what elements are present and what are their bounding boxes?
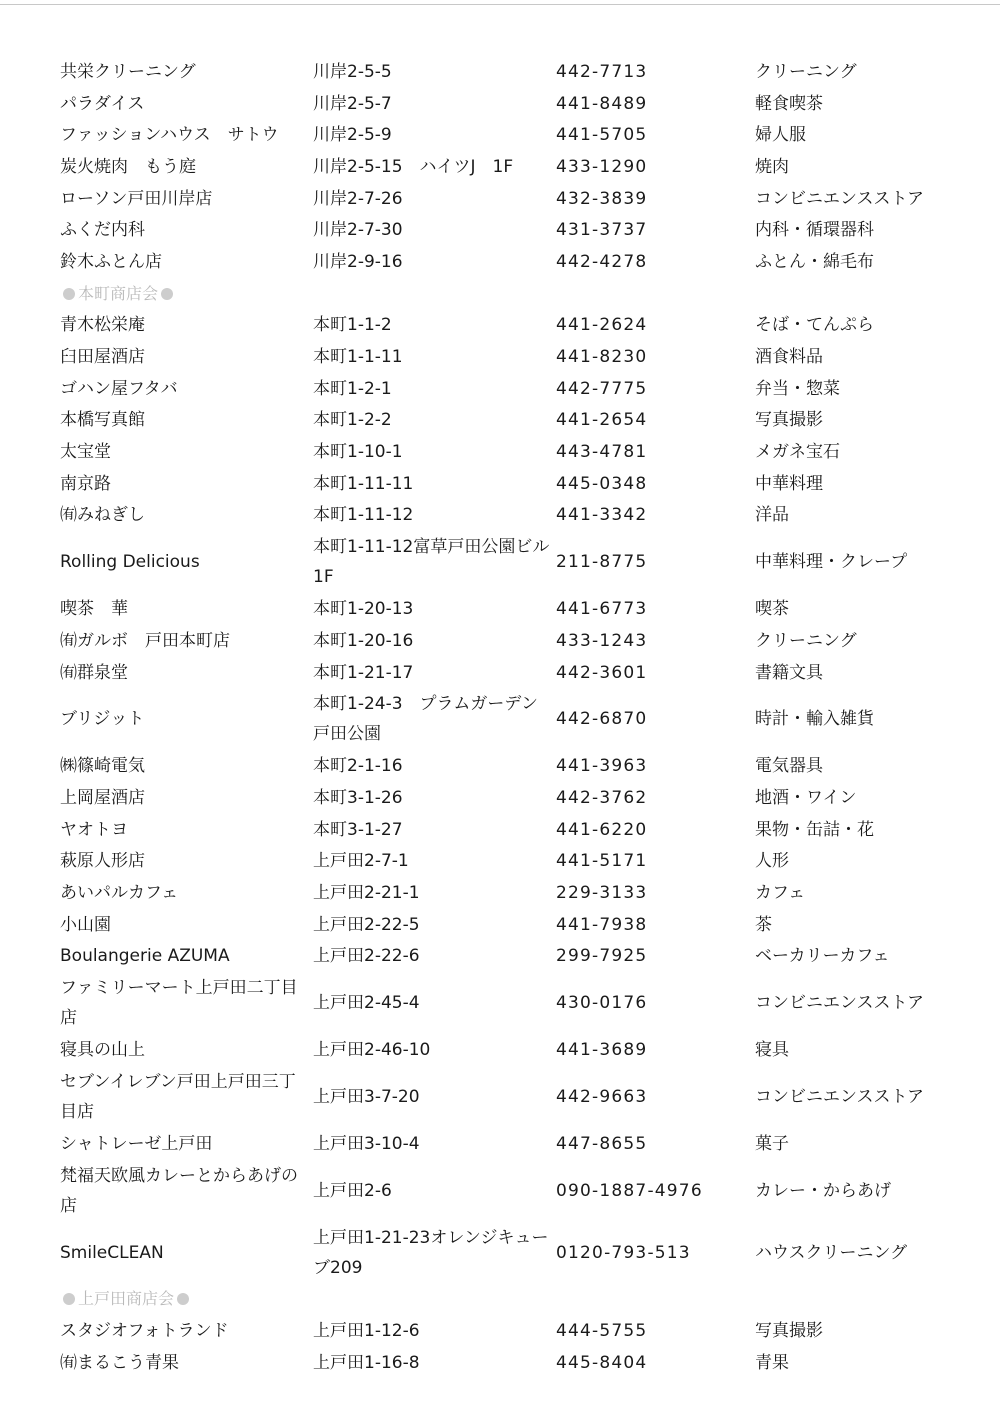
shop-name: ファミリーマート上戸田二丁目店: [60, 978, 298, 1029]
shop-name: ローソン戸田川岸店: [60, 188, 213, 209]
section-heading: [0, 278, 1000, 310]
shop-category: ベーカリーカフェ: [755, 946, 890, 967]
table-row: [0, 782, 1000, 814]
shop-address: 上戸田3-10-4: [313, 1133, 420, 1154]
table-row: [0, 88, 1000, 120]
table-row: [0, 151, 1000, 183]
shop-name: 寝具の山上: [60, 1040, 145, 1061]
shop-address: 本町1-2-2: [313, 410, 392, 431]
table-row: [0, 436, 1000, 468]
shop-name: 臼田屋酒店: [60, 347, 145, 368]
table-row: [0, 941, 1000, 973]
table-row: [0, 1347, 1000, 1379]
shop-address: 上戸田2-6: [313, 1180, 392, 1201]
table-row: [0, 246, 1000, 278]
shop-name: Rolling Delicious: [60, 552, 200, 573]
shop-name: 萩原人形店: [60, 851, 145, 872]
shop-phone: 433-1290: [556, 156, 648, 177]
shop-address: 本町1-20-16: [313, 630, 414, 651]
shop-name: 小山園: [60, 914, 111, 935]
shop-phone: 433-1243: [556, 630, 648, 651]
shop-address: 川岸2-5-7: [313, 93, 392, 114]
shop-address: 本町1-11-12: [313, 505, 414, 526]
table-row: [0, 657, 1000, 689]
shop-address: 上戸田1-21-23オレンジキューブ209: [313, 1227, 549, 1278]
shop-address: 本町3-1-27: [313, 819, 403, 840]
shop-name: 太宝堂: [60, 442, 111, 463]
shop-category: クリーニング: [755, 61, 857, 82]
shop-category: 電気器具: [755, 756, 823, 777]
shop-category: 喫茶: [755, 599, 789, 620]
shop-category: カレー・からあげ: [755, 1180, 891, 1201]
bullet-icon: [63, 1293, 75, 1305]
shop-phone: 441-3963: [556, 756, 648, 777]
shop-category: 人形: [755, 851, 789, 872]
shop-name: ㈲まるこう青果: [60, 1352, 179, 1373]
shop-address: 上戸田2-7-1: [313, 851, 409, 872]
shop-phone: 442-7775: [556, 378, 648, 399]
shop-phone: 442-3601: [556, 662, 648, 683]
shop-phone: 442-6870: [556, 709, 648, 730]
table-row: [0, 1034, 1000, 1066]
table-row: [0, 877, 1000, 909]
shop-address: 上戸田2-22-6: [313, 946, 420, 967]
shop-name: 鈴木ふとん店: [60, 251, 162, 272]
shop-category: ハウスクリーニング: [755, 1242, 908, 1263]
section-heading-text: 本町商店会: [78, 283, 159, 303]
top-rule: [0, 4, 1000, 5]
shop-name: ㈱篠崎電気: [60, 756, 145, 777]
shop-category: 菓子: [755, 1133, 789, 1154]
table-row: [0, 119, 1000, 151]
shop-phone: 441-3342: [556, 505, 648, 526]
shop-phone: 444-5755: [556, 1321, 648, 1342]
shop-address: 上戸田2-22-5: [313, 914, 420, 935]
shop-name: ふくだ内科: [60, 220, 145, 241]
table-row: [0, 1160, 1000, 1222]
shop-address: 本町1-1-2: [313, 315, 392, 336]
shop-category: 焼肉: [755, 156, 789, 177]
shop-name: ファッションハウス サトウ: [60, 125, 279, 146]
shop-phone: 441-7938: [556, 914, 648, 935]
shop-phone: 441-5705: [556, 125, 648, 146]
shop-address: 本町1-11-12富草戸田公園ビル1F: [313, 537, 550, 588]
shop-phone: 430-0176: [556, 993, 648, 1014]
shop-address: 上戸田1-12-6: [313, 1321, 420, 1342]
shop-name: あいパルカフェ: [60, 882, 179, 903]
shop-category: メガネ宝石: [755, 442, 840, 463]
shop-address: 本町1-10-1: [313, 442, 403, 463]
shop-address: 本町1-2-1: [313, 378, 392, 399]
shop-name: ㈲ガルボ 戸田本町店: [60, 630, 230, 651]
shop-category: 婦人服: [755, 125, 806, 146]
shop-category: 酒食料品: [755, 347, 823, 368]
shop-phone: 441-3689: [556, 1040, 648, 1061]
shop-category: クリーニング: [755, 630, 857, 651]
shop-category: 青果: [755, 1352, 789, 1373]
shop-name: ゴハン屋フタバ: [60, 378, 178, 399]
shop-address: 川岸2-5-5: [313, 61, 392, 82]
shop-category: 写真撮影: [755, 410, 823, 431]
shop-category: 中華料理: [755, 473, 823, 494]
shop-phone: 442-9663: [556, 1086, 648, 1107]
shop-phone: 441-6773: [556, 599, 648, 620]
shop-category: 時計・輸入雑貨: [755, 709, 874, 730]
shop-phone: 090-1887-4976: [556, 1180, 703, 1201]
table-row: [0, 1222, 1000, 1284]
shop-category: 茶: [755, 914, 772, 935]
shop-phone: 441-8489: [556, 93, 648, 114]
shop-name: 喫茶 華: [60, 599, 128, 620]
shop-phone: 443-4781: [556, 442, 648, 463]
shop-category: 寝具: [755, 1040, 789, 1061]
section-heading-text: 上戸田商店会: [78, 1289, 175, 1309]
shop-phone: 441-8230: [556, 347, 648, 368]
shop-address: 川岸2-5-9: [313, 125, 392, 146]
shop-category: コンビニエンスストア: [755, 188, 924, 209]
shop-name: 梵福天欧風カレーとからあげの店: [60, 1165, 298, 1216]
table-row: [0, 814, 1000, 846]
shop-category: ふとん・綿毛布: [755, 251, 874, 272]
shop-address: 本町2-1-16: [313, 756, 403, 777]
shop-phone: 299-7925: [556, 946, 648, 967]
table-row: [0, 1315, 1000, 1347]
shop-address: 川岸2-5-15 ハイツJ 1F: [313, 156, 514, 177]
shop-category: カフェ: [755, 882, 806, 903]
shop-name: 青木松栄庵: [60, 315, 145, 336]
table-row: [0, 688, 1000, 750]
shop-category: コンビニエンスストア: [755, 993, 924, 1014]
shop-category: 洋品: [755, 505, 789, 526]
shop-address: 本町1-20-13: [313, 599, 414, 620]
shop-category: 内科・循環器科: [755, 220, 874, 241]
table-row: [0, 625, 1000, 657]
shop-address: 川岸2-7-30: [313, 220, 403, 241]
shop-address: 本町1-24-3 プラムガーデン戸田公園: [313, 694, 539, 745]
shop-address: 上戸田2-46-10: [313, 1040, 431, 1061]
bullet-icon: [63, 288, 75, 300]
shop-category: 弁当・惣菜: [755, 378, 840, 399]
table-row: [0, 341, 1000, 373]
table-row: [0, 909, 1000, 941]
shop-category: 書籍文具: [755, 662, 823, 683]
table-row: [0, 845, 1000, 877]
section-heading-label: [60, 1284, 308, 1316]
shop-phone: 211-8775: [556, 552, 648, 573]
table-row: [0, 183, 1000, 215]
shop-name: ㈲みねぎし: [60, 505, 145, 526]
shop-address: 本町1-1-11: [313, 347, 403, 368]
shop-name: ㈲群泉堂: [60, 662, 128, 683]
shop-name: 共栄クリーニング: [60, 61, 196, 82]
table-row: [0, 750, 1000, 782]
table-row: [0, 405, 1000, 437]
shop-name: 炭火焼肉 もう庭: [60, 156, 196, 177]
table-row: [0, 593, 1000, 625]
shop-address: 上戸田3-7-20: [313, 1086, 420, 1107]
shop-name: セブンイレブン戸田上戸田三丁目店: [60, 1071, 296, 1122]
shop-category: コンビニエンスストア: [755, 1086, 924, 1107]
shop-category: 軽食喫茶: [755, 93, 823, 114]
shop-category: そば・てんぷら: [755, 315, 874, 336]
shop-phone: 441-6220: [556, 819, 648, 840]
shop-address: 本町3-1-26: [313, 787, 403, 808]
shop-phone: 447-8655: [556, 1133, 648, 1154]
shop-address: 川岸2-7-26: [313, 188, 403, 209]
shop-name: 南京路: [60, 473, 111, 494]
table-row: [0, 373, 1000, 405]
shop-phone: 445-0348: [556, 473, 648, 494]
shop-address: 本町1-21-17: [313, 662, 414, 683]
shop-phone: 442-7713: [556, 61, 648, 82]
shop-category: 中華料理・クレープ: [755, 552, 908, 573]
table-row: [0, 56, 1000, 88]
shop-name: SmileCLEAN: [60, 1242, 164, 1263]
shop-category: 地酒・ワイン: [755, 787, 857, 808]
shop-category: 果物・缶詰・花: [755, 819, 874, 840]
shop-name: 本橋写真館: [60, 410, 145, 431]
shop-name: スタジオフォトランド: [60, 1321, 229, 1342]
shop-phone: 442-4278: [556, 251, 648, 272]
shop-address: 上戸田2-45-4: [313, 993, 420, 1014]
shop-phone: 441-2624: [556, 315, 648, 336]
section-heading: [0, 1284, 1000, 1316]
shop-address: 上戸田2-21-1: [313, 882, 420, 903]
bullet-icon: [161, 288, 173, 300]
shop-phone: 431-3737: [556, 220, 648, 241]
table-row: [0, 468, 1000, 500]
shop-name: ブリジット: [60, 709, 145, 730]
shop-phone: 445-8404: [556, 1352, 648, 1373]
table-row: [0, 500, 1000, 532]
bullet-icon: [177, 1293, 189, 1305]
shop-name: シャトレーゼ上戸田: [60, 1133, 213, 1154]
shop-name: 上岡屋酒店: [60, 787, 145, 808]
shop-phone: 441-2654: [556, 410, 648, 431]
shop-name: パラダイス: [60, 93, 145, 114]
shop-phone: 441-5171: [556, 851, 648, 872]
shop-address: 本町1-11-11: [313, 473, 414, 494]
shop-phone: 442-3762: [556, 787, 648, 808]
table-row: [0, 214, 1000, 246]
shop-name: Boulangerie AZUMA: [60, 946, 230, 967]
shop-name: ヤオトヨ: [60, 819, 128, 840]
table-row: [0, 310, 1000, 342]
table-row: [0, 972, 1000, 1034]
section-heading-label: [60, 278, 308, 310]
shop-directory: [0, 56, 1000, 1379]
shop-address: 上戸田1-16-8: [313, 1352, 420, 1373]
shop-address: 川岸2-9-16: [313, 251, 403, 272]
table-row: [0, 1066, 1000, 1128]
shop-category: 写真撮影: [755, 1321, 823, 1342]
shop-phone: 432-3839: [556, 188, 648, 209]
table-row: [0, 1128, 1000, 1160]
shop-phone: 0120-793-513: [556, 1242, 691, 1263]
shop-phone: 229-3133: [556, 882, 648, 903]
table-row: [0, 531, 1000, 593]
